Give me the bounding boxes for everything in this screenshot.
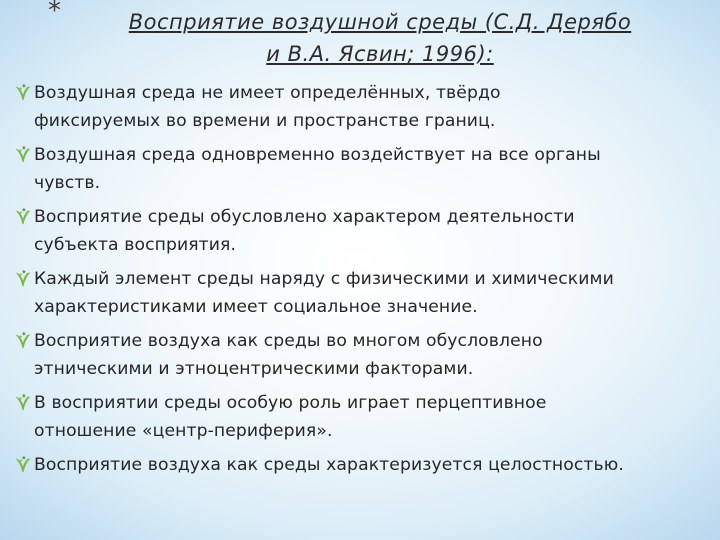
diamond-flower-bullet-icon bbox=[14, 270, 32, 288]
diamond-flower-bullet-icon bbox=[14, 394, 32, 412]
list-item bbox=[14, 79, 714, 141]
list-item-line-1: Восприятие среды обусловлено характером деятельности bbox=[34, 207, 575, 227]
bullet-list bbox=[14, 79, 714, 513]
list-item-line-1: Восприятие воздуха как среды характеризуется целостностью. bbox=[34, 455, 624, 475]
list-item bbox=[14, 389, 714, 451]
list-item-line-1: Воздушная среда не имеет определённых, твёрдо bbox=[34, 83, 501, 103]
list-item bbox=[14, 141, 714, 203]
list-item bbox=[14, 451, 714, 513]
list-item bbox=[14, 203, 714, 265]
list-item-line-1: В восприятии среды особую роль играет перцептивное bbox=[34, 393, 547, 413]
list-item-line-2: субъекта восприятия. bbox=[34, 235, 237, 255]
list-item-line-1: Каждый элемент среды наряду с физическими и химическими bbox=[34, 269, 614, 289]
list-item bbox=[14, 327, 714, 389]
list-item-line-1: Воздушная среда одновременно воздействует на все органы bbox=[34, 145, 601, 165]
diamond-flower-bullet-icon bbox=[14, 84, 32, 102]
slide-title bbox=[70, 6, 690, 70]
title-block bbox=[0, 0, 720, 80]
diamond-flower-bullet-icon bbox=[14, 208, 32, 226]
list-item-line-2: фиксируемых во времени и пространстве границ. bbox=[34, 111, 496, 131]
diamond-flower-bullet-icon bbox=[14, 456, 32, 474]
title-line-2: и В.А. Ясвин; 1996): bbox=[266, 42, 494, 66]
list-item-line-2: характеристиками имеет социальное значение. bbox=[34, 297, 478, 317]
asterisk-icon: * bbox=[48, 0, 61, 26]
title-line-1: Восприятие воздушной среды (С.Д. Дерябо bbox=[128, 10, 632, 34]
list-item-line-1: Восприятие воздуха как среды во многом обусловлено bbox=[34, 331, 543, 351]
diamond-flower-bullet-icon bbox=[14, 332, 32, 350]
list-item-line-2: чувств. bbox=[34, 173, 101, 193]
list-item-line-2: отношение «центр-периферия». bbox=[34, 421, 333, 441]
list-item bbox=[14, 265, 714, 327]
list-item-line-2: этническими и этноцентрическими факторами. bbox=[34, 359, 474, 379]
diamond-flower-bullet-icon bbox=[14, 146, 32, 164]
